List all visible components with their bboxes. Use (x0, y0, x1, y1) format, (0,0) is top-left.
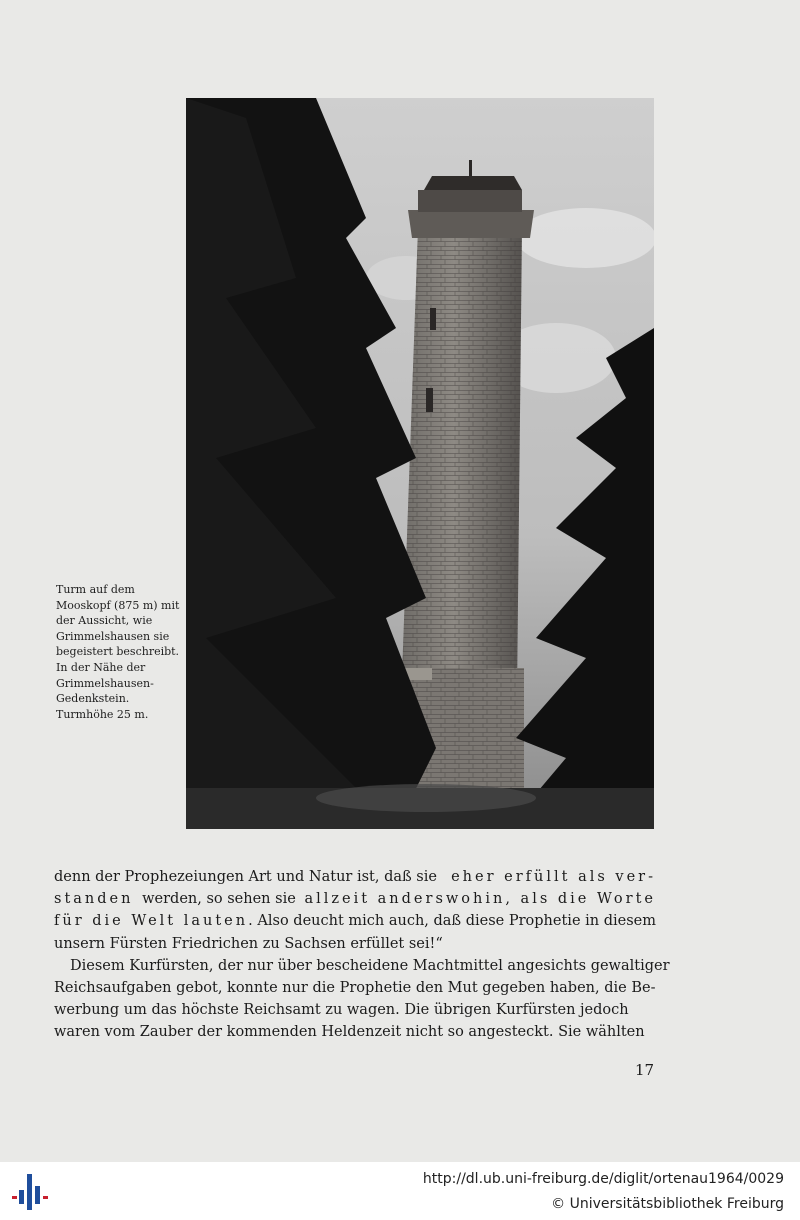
body-text (54, 866, 670, 1044)
text-line (54, 1021, 656, 1043)
spaced-emphasis: standen (54, 891, 134, 908)
caption-line: Turmhöhe 25 m. (56, 707, 149, 721)
text-line (54, 933, 656, 955)
text-span: denn der Prophezeiungen Art und Natur ist, daß sie (54, 869, 437, 885)
library-logo-icon (10, 1172, 50, 1212)
text-line (54, 910, 656, 932)
tower-photo-illustration (186, 98, 654, 829)
text-span: unsern Fürsten Friedrichen zu Sachsen erfüllet sei!“ (54, 935, 443, 952)
text-line (54, 955, 670, 977)
copyright-notice: © Universitätsbibliothek Freiburg (551, 1196, 784, 1212)
text-line (54, 977, 656, 999)
text-span: Diesem Kurfürsten, der nur über bescheidene Machtmittel angesichts gewaltiger (70, 957, 670, 974)
text-span: werbung um das höchste Reichsamt zu wagen. Die übrigen Kurfürsten jedoch (54, 1002, 629, 1019)
caption-line: begeistert beschreibt. (56, 645, 180, 659)
caption-line: In der Nähe der (56, 660, 146, 674)
caption-line: Grimmelshausen- (56, 676, 154, 690)
caption-line: der Aussicht, wie (56, 614, 153, 628)
spaced-emphasis: allzeit anderswohin, als die Worte (304, 891, 656, 908)
library-footer (0, 1162, 800, 1220)
page-number: 17 (635, 1061, 655, 1079)
text-line (54, 999, 656, 1021)
document-url-link[interactable]: http://dl.ub.uni-freiburg.de/diglit/ortenau1964/0029 (422, 1171, 784, 1187)
caption-line: Turm auf dem (56, 583, 135, 596)
text-line (54, 866, 656, 888)
caption-line: Grimmelshausen sie (56, 629, 170, 643)
caption-line: Gedenkstein. (56, 692, 130, 706)
tower-photograph (186, 98, 654, 829)
text-span: werden, so sehen sie (142, 891, 296, 908)
caption-line: Mooskopf (875 m) mit (56, 598, 180, 612)
spaced-emphasis: für die Welt lauten. (54, 913, 256, 930)
text-span: waren vom Zauber der kommenden Heldenzeit nicht so angesteckt. Sie wählten (54, 1024, 645, 1041)
text-line (54, 888, 656, 910)
photo-caption (56, 582, 180, 722)
spaced-emphasis: eher erfüllt als ver- (451, 869, 656, 885)
text-span: Reichsaufgaben gebot, konnte nur die Prophetie den Mut gegeben haben, die Be- (54, 980, 656, 997)
text-span: Also deucht mich auch, daß diese Prophetie in diesem (257, 913, 656, 930)
